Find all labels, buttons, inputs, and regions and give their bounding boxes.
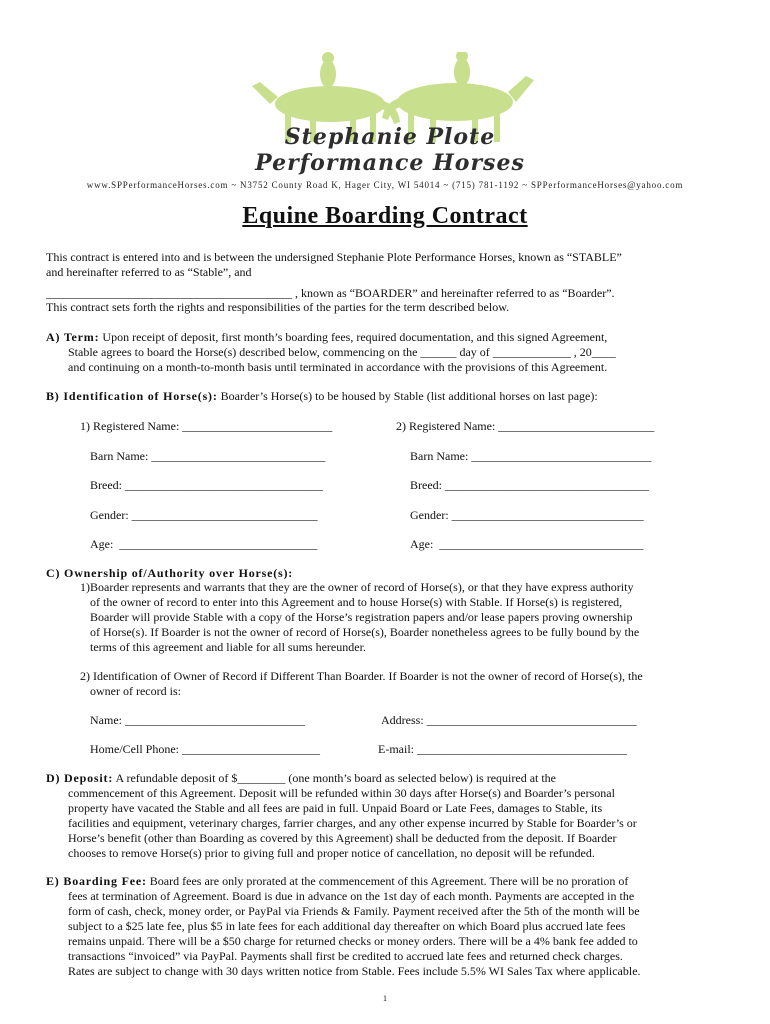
section-d-line: property have vacated the Stable and all fees are paid in full. Unpaid Board or Late Fees, damages to Stable, its [68, 801, 603, 815]
section-c-line: Boarder will provide Stable with a copy of the Horse’s registration papers and/or lease papers proving ownership [90, 610, 633, 624]
section-d-heading: D) Deposit: [46, 771, 114, 785]
logo-text-line1: Stephanie Plote [284, 124, 496, 150]
section-e-line: Rates are subject to change with 30 days written notice from Stable. Fees include 5.5% WI Sales Tax where applicable. [68, 964, 641, 978]
owner-name-field[interactable]: Name: ______________________________ [90, 713, 305, 727]
document-title: Equine Boarding Contract [242, 203, 528, 229]
horse1-gender-field[interactable]: Gender: _______________________________ [90, 508, 318, 522]
page-number: 1 [383, 994, 387, 1003]
section-e-line: transactions “invoiced” via PayPal. Payments shall first be credited to accrued late fees and returned check charges. [68, 949, 623, 963]
section-c-heading: C) Ownership of/Authority over Horse(s): [46, 566, 294, 580]
intro-line: and hereinafter referred to as “Stable”, and [46, 265, 252, 279]
section-a-line: and continuing on a month-to-month basis until terminated in accordance with the provisions of this Agreement. [68, 360, 608, 374]
intro-line: This contract is entered into and is between the undersigned Stephanie Plote Performance Horses, known as “STABLE” [46, 250, 622, 264]
section-e-line [46, 874, 628, 889]
logo [240, 52, 540, 182]
section-e-text: Board fees are only prorated at the commencement of this Agreement. There will be no proration of [146, 874, 629, 888]
horse2-gender-field[interactable]: Gender: ________________________________ [410, 508, 644, 522]
horse1-barn-name-field[interactable]: Barn Name: _____________________________ [90, 449, 326, 463]
owner-email-field[interactable]: E-mail: ___________________________________ [378, 742, 627, 756]
section-e-line: remains unpaid. There will be a $50 charge for returned checks or money orders. There will be a 4% bank fee added to [68, 934, 638, 948]
term-start-date-line[interactable]: Stable agrees to board the Horse(s) described below, commencing on the ______ day of _____________ , 20____ [68, 345, 616, 359]
section-d-line [46, 771, 556, 786]
section-e-line: subject to a $25 late fee, plus $5 in late fees for each additional day thereafter on which Board plus accrued late fees [68, 919, 626, 933]
section-e-line: fees at termination of Agreement. Board is due in advance on the 1st day of each month. Payments are accepted in the [68, 889, 635, 903]
section-d-line: chooses to remove Horse(s) prior to giving full and proper notice of cancellation, no deposit will be refunded. [68, 846, 595, 860]
deposit-amount-field[interactable]: A refundable deposit of $________ (one month’s board as selected below) is required at the [113, 771, 557, 785]
section-c-line: 2) Identification of Owner of Record if Different Than Boarder. If Boarder is not the owner of record of Horse(s), the [80, 669, 643, 683]
horse2-age-field[interactable]: Age: __________________________________ [410, 537, 644, 551]
section-e-heading: E) Boarding Fee: [46, 874, 147, 888]
logo-text-line2: Performance Horses [255, 150, 525, 176]
owner-address-field[interactable]: Address: ___________________________________ [381, 713, 637, 727]
horse1-breed-field[interactable]: Breed: _________________________________ [90, 478, 323, 492]
horse2-registered-name-field[interactable]: 2) Registered Name: __________________________ [396, 419, 655, 433]
contact-line: www.SPPerformanceHorses.com ~ N3752 County Road K, Hager City, WI 54014 ~ (715) 781-1192 ~ SPPerformanceHorses@yahoo.com [86, 180, 684, 190]
section-b-text: Boarder’s Horse(s) to be housed by Stable (list additional horses on last page): [217, 389, 598, 403]
section-a-line [46, 330, 607, 345]
section-b-line [46, 389, 598, 404]
horse2-barn-name-field[interactable]: Barn Name: ______________________________ [410, 449, 652, 463]
section-d-line: facilities and equipment, veterinary charges, farrier charges, and any other expense incurred by Stable for Boarder’s or [68, 816, 637, 830]
section-d-line: Horse’s benefit (other than Boarding as covered by this Agreement) shall be deducted from the deposit. If Boarder [68, 831, 617, 845]
section-e-line: form of cash, check, money order, or PayPal via Friends & Family. Payment received after the 5th of the month will be [68, 904, 640, 918]
section-c-line: terms of this agreement and liable for all sums hereunder. [90, 640, 366, 654]
horse1-age-field[interactable]: Age: _________________________________ [90, 537, 318, 551]
horse2-breed-field[interactable]: Breed: __________________________________ [410, 478, 649, 492]
intro-line: This contract sets forth the rights and responsibilities of the parties for the term described below. [46, 300, 510, 314]
section-c-line: owner of record is: [90, 684, 181, 698]
owner-phone-field[interactable]: Home/Cell Phone: _______________________ [90, 742, 320, 756]
section-c-line: of the owner of record to enter into this Agreement and to house Horse(s) with Stable. If Horse(s) is registered, [90, 595, 623, 609]
section-b-heading: B) Identification of Horse(s): [46, 389, 218, 403]
section-c-line: 1)Boarder represents and warrants that they are the owner of record of Horse(s), or that they have express authority [80, 580, 634, 594]
section-a-text: Upon receipt of deposit, first month’s boarding fees, required documentation, and this signed Agreement, [99, 330, 608, 344]
horse1-registered-name-field[interactable]: 1) Registered Name: _________________________ [80, 419, 333, 433]
section-a-heading: A) Term: [46, 330, 100, 344]
section-d-line: commencement of this Agreement. Deposit will be refunded within 30 days after Horse(s) and Boarder’s personal [68, 786, 615, 800]
boarder-name-blank[interactable]: _________________________________________ , known as “BOARDER” and hereinafter referred to as “Boarder”. [46, 286, 615, 300]
section-c-line: of Horse(s). If Boarder is not the owner of record of Horse(s), Boarder nonetheless agrees to be fully bound by the [90, 625, 640, 639]
